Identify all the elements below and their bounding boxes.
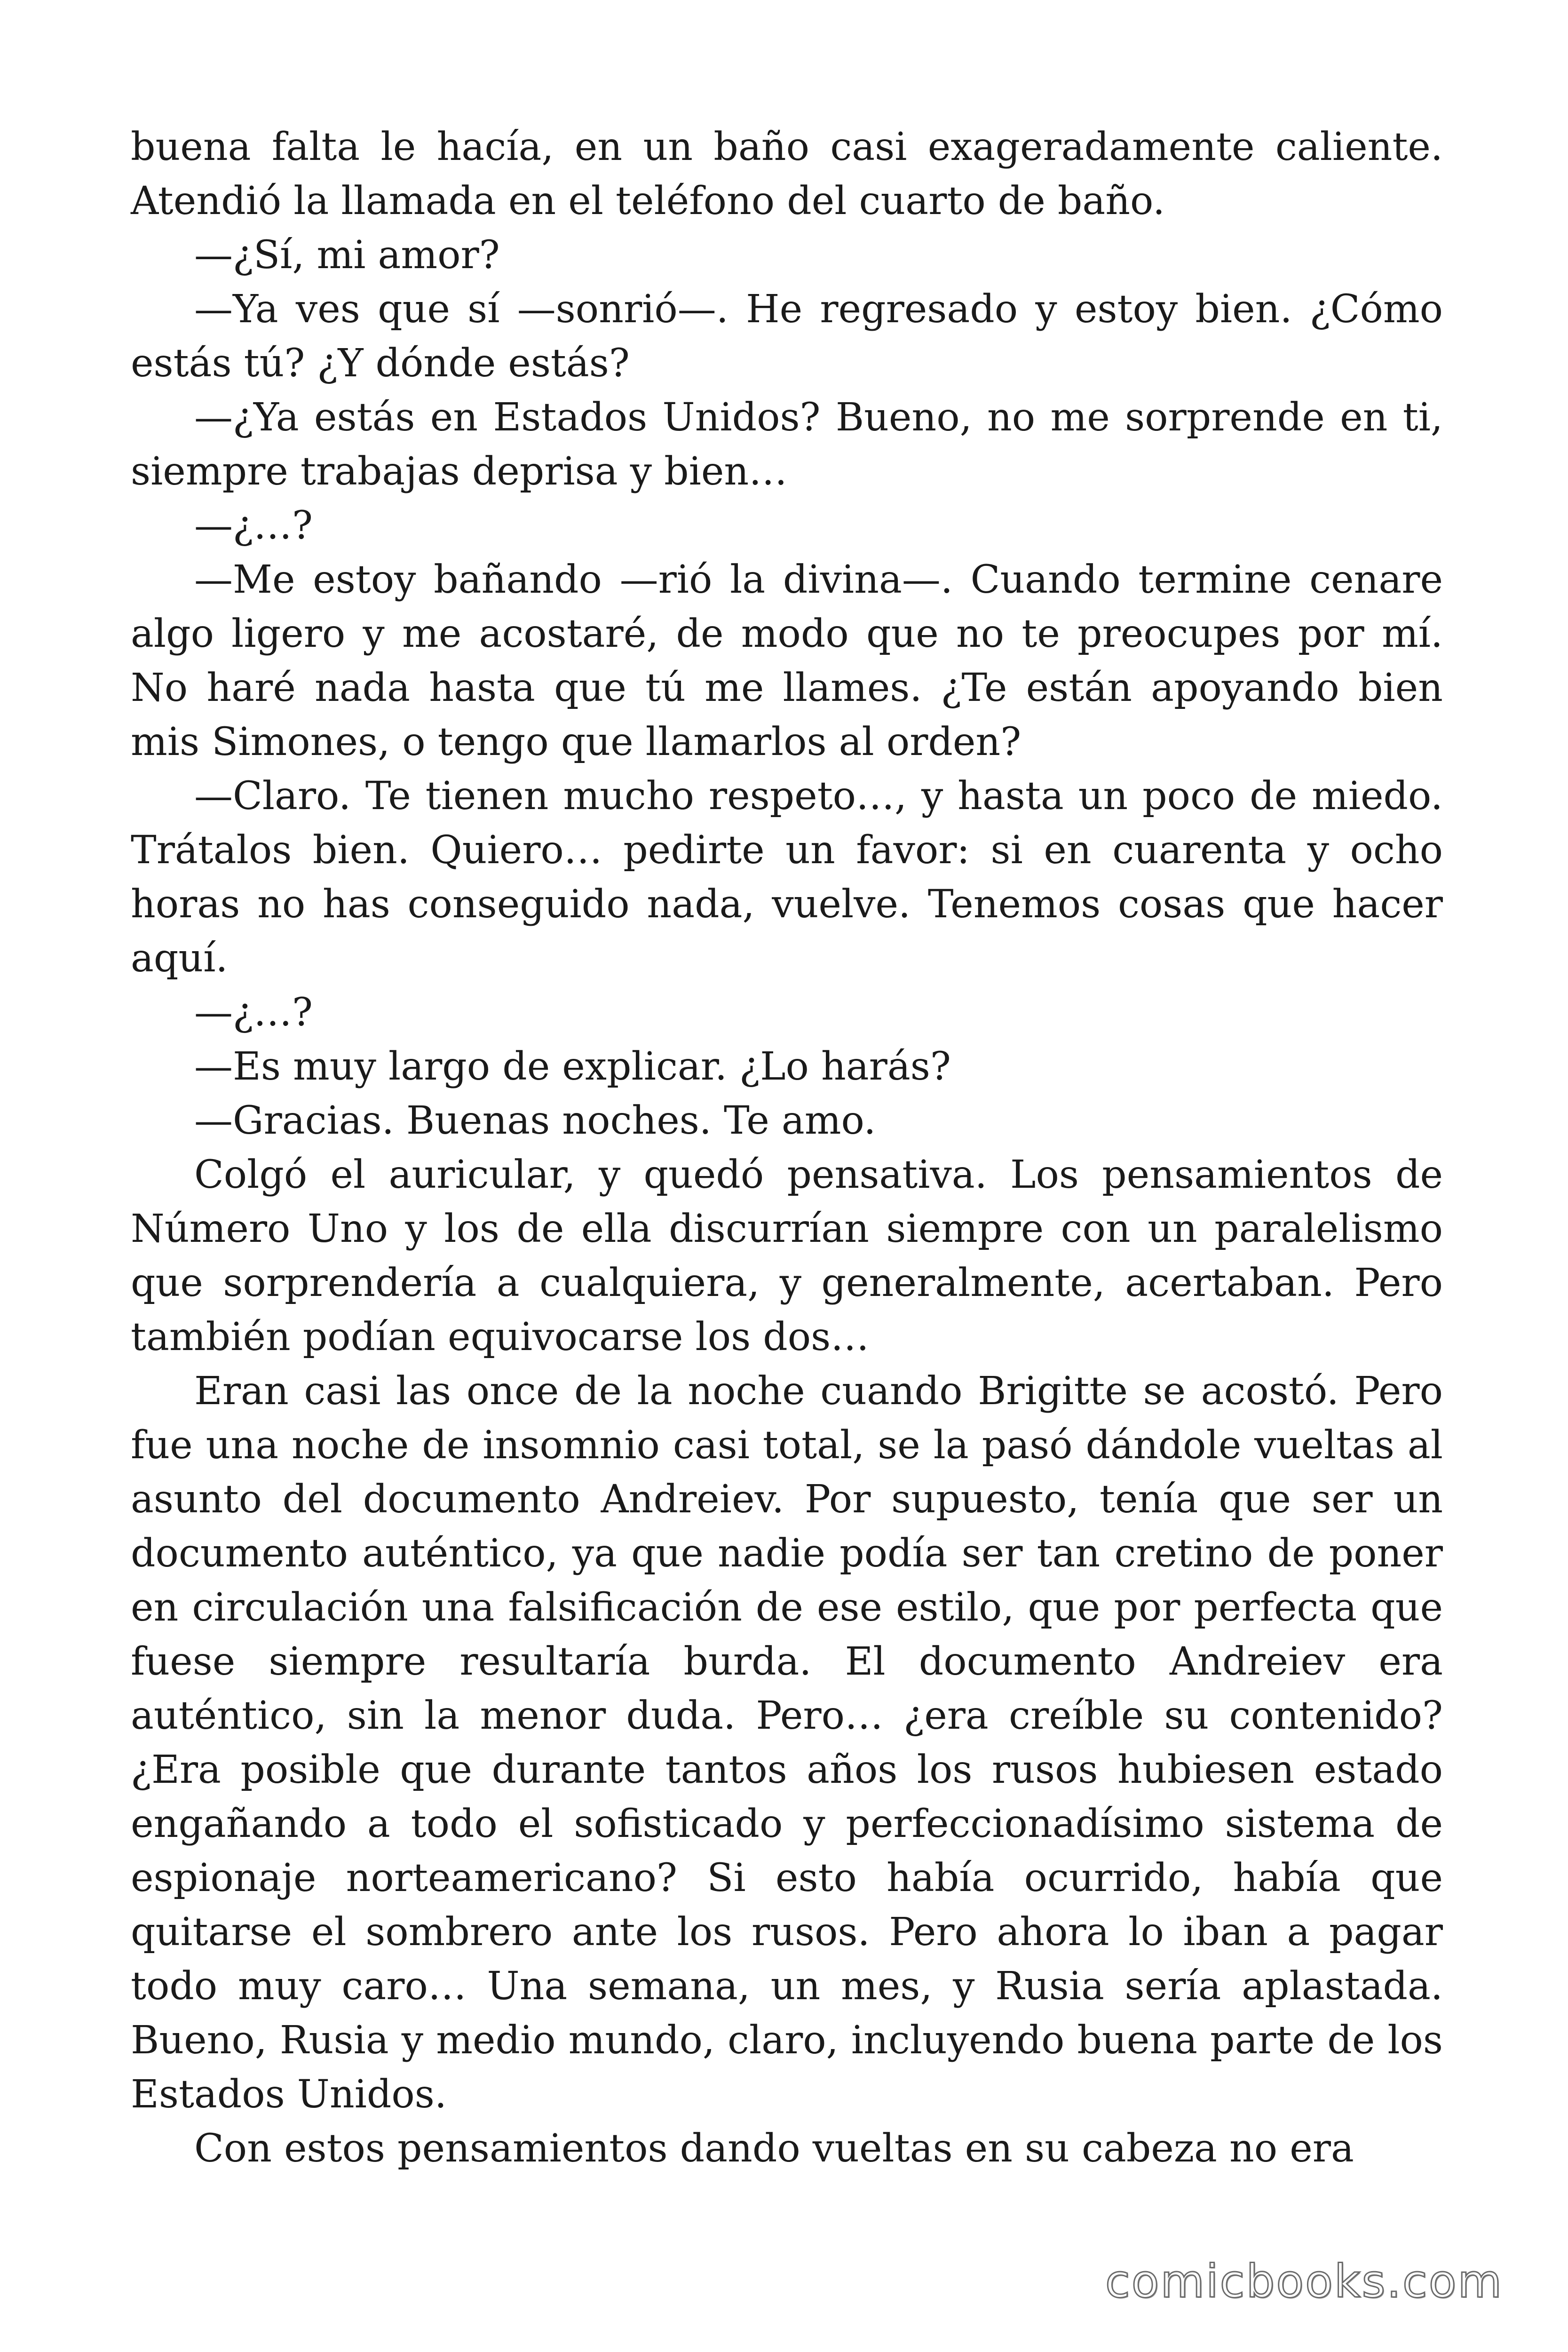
dialogue-line: —Gracias. Buenas noches. Te amo. [194, 1098, 876, 1143]
dialogue-line: —¿…? [194, 503, 313, 548]
dialogue-line: —¿Sí, mi amor? [194, 233, 500, 278]
dialogue-line: —Claro. Te tienen mucho respeto…, y hasta un poco de miedo. Trátalos bien. Quiero… pedirte un favor: si en cuarenta y ocho horas no has conseguido nada, vuelve. Tenemos cosas que hacer aquí. [131, 774, 1443, 981]
paragraph: Eran casi las once de la noche cuando Brigitte se acostó. Pero fue una noche de insomnio casi total, se la pasó dándole vueltas al asunto del documento Andreiev. Por supuesto, tenía que ser un documento auténtico, ya que nadie podía ser tan cretino de poner en circulación una falsificación de ese estilo, que por perfecta que fuese siempre resultaría burda. El documento Andreiev era auténtico, sin la menor duda. Pero… ¿era creíble su contenido? ¿Era posible que durante tantos años los rusos hubiesen estado engañando a todo el sofisticado y perfeccionadísimo sistema de espionaje norteamericano? Si esto había ocurrido, había que quitarse el sombrero ante los rusos. Pero ahora lo iban a pagar todo muy caro… Una semana, un mes, y Rusia sería aplastada. Bueno, Rusia y medio mundo, claro, incluyendo buena parte de los Estados Unidos. [131, 1369, 1443, 2117]
dialogue-line: —¿Ya estás en Estados Unidos? Bueno, no me sorprende en ti, siempre trabajas deprisa y bien… [131, 395, 1443, 494]
dialogue-line: —Ya ves que sí —sonrió—. He regresado y estoy bien. ¿Cómo estás tú? ¿Y dónde estás? [131, 287, 1443, 386]
paragraph: buena falta le hacía, en un baño casi exageradamente caliente. Atendió la llamada en el teléfono del cuarto de baño. [131, 125, 1443, 223]
dialogue-line: —Me estoy bañando —rió la divina—. Cuando termine cenare algo ligero y me acostaré, de modo que no te preocupes por mí. No haré nada hasta que tú me llames. ¿Te están apoyando bien mis Simones, o tengo que llamarlos al orden? [131, 557, 1443, 764]
dialogue-line: —¿…? [194, 990, 313, 1035]
paragraph: Con estos pensamientos dando vueltas en su cabeza no era [194, 2126, 1354, 2171]
body-text [131, 120, 1443, 2176]
watermark: comicbooks.com [1105, 2255, 1503, 2308]
dialogue-line: —Es muy largo de explicar. ¿Lo harás? [194, 1044, 951, 1089]
paragraph: Colgó el auricular, y quedó pensativa. Los pensamientos de Número Uno y los de ella discurrían siempre con un paralelismo que sorprendería a cualquiera, y generalmente, acertaban. Pero también podían equivocarse los dos… [131, 1152, 1443, 1359]
